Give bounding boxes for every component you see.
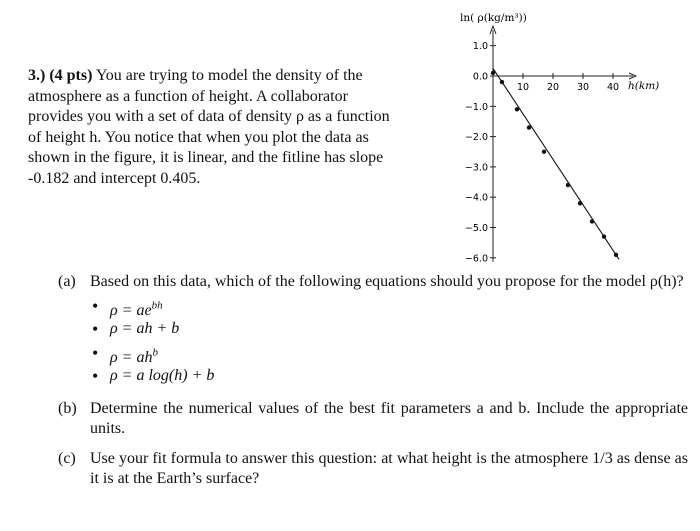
data-point (527, 125, 531, 129)
choice-log (110, 366, 688, 390)
part-c (58, 449, 688, 490)
choice-formula: ρ = a log(h) + b (110, 367, 215, 385)
x-tick-label: 20 (546, 82, 560, 93)
part-b-text: Determine the numerical values of the best fit parameters a and b. Include the appropriate units. (90, 399, 688, 438)
fit-line (493, 68, 619, 259)
data-point (614, 253, 618, 257)
problem-statement (28, 66, 398, 190)
data-point (590, 219, 594, 223)
y-tick-label: −3.0 (464, 162, 488, 174)
y-tick-label: 0.0 (472, 71, 488, 83)
plot-axes (490, 26, 636, 262)
choice-formula: $\rho = ah^b$ (110, 346, 158, 366)
problem-text: You are trying to model the density of the atmosphere as a function of height. A collaborator provides you with a set of data of density ρ as a function of height h. You notice that when you plot the data as shown in the figure, it is linear, and the fitline has slope -0.182 and intercept 0.405. (28, 67, 390, 187)
data-point (566, 183, 570, 187)
choice-formula: ρ = ah + b (110, 320, 180, 338)
y-axis-label: ln( ρ(kg/m³)) (460, 12, 527, 24)
data-point (542, 150, 546, 154)
part-c-label: (c) (58, 449, 76, 467)
part-a-label: (a) (58, 273, 76, 290)
density-plot (430, 0, 700, 270)
y-tick-label: −1.0 (464, 101, 488, 113)
part-c-text: Use your fit formula to answer this question: at what height is the atmosphere 1/3 as dense as it is at the Earth’s surface? (90, 449, 688, 488)
problem-points: (4 pts) (49, 67, 93, 84)
part-a (58, 272, 688, 293)
data-point (602, 234, 606, 238)
y-tick-label: −2.0 (464, 132, 488, 144)
question-parts (58, 272, 688, 490)
x-tick-label: 30 (576, 82, 590, 93)
y-tick-label: −4.0 (464, 192, 488, 204)
x-axis-label: h(km) (628, 80, 660, 92)
plot-ticks (465, 41, 619, 264)
choice-linear (110, 319, 688, 343)
choice-power (110, 343, 688, 367)
data-point (500, 80, 504, 84)
y-tick-label: 1.0 (472, 41, 488, 53)
choice-formula: $\rho = ae^{bh}$ (110, 299, 163, 319)
fit-line-segment (493, 68, 619, 259)
data-point (515, 107, 519, 111)
x-tick-label: 40 (606, 82, 620, 93)
choice-exponential (110, 296, 688, 320)
part-a-text: Based on this data, which of the following equations should you propose for the model ρ(h)? (90, 273, 684, 290)
x-tick-label: 10 (516, 82, 530, 93)
y-tick-label: −5.0 (464, 223, 488, 234)
part-b-label: (b) (58, 399, 77, 417)
data-point (578, 201, 582, 205)
model-choices (110, 296, 688, 390)
y-tick-label: −6.0 (464, 253, 488, 265)
data-point (491, 71, 495, 75)
problem-number: 3.) (28, 67, 46, 84)
part-b (58, 399, 688, 440)
